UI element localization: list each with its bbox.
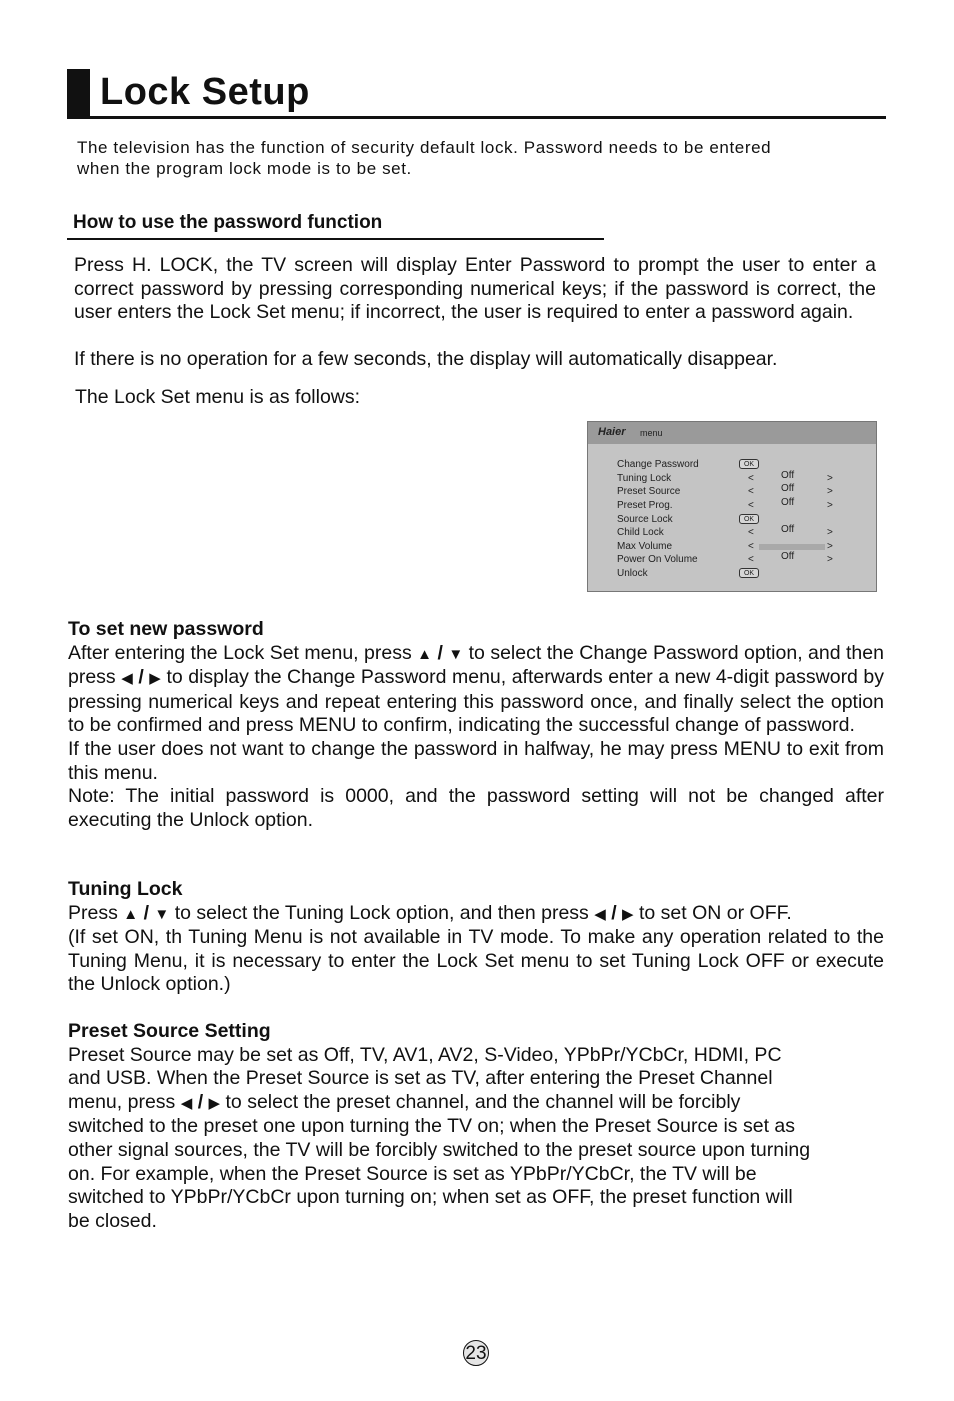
ok-badge: OK	[739, 459, 759, 469]
intro-line: when the program lock mode is to be set.	[77, 159, 412, 178]
menu-row-value: Off	[781, 483, 795, 494]
menu-row-label: Source Lock	[617, 514, 673, 525]
exit-menu-paragraph: If the user does not want to change the password in halfway, he may press MENU to exit from this menu.	[68, 737, 884, 784]
new-password-heading: To set new password	[68, 618, 264, 640]
intro-line: The television has the function of security default lock. Password needs to be entered	[77, 138, 772, 157]
menu-row	[588, 540, 876, 553]
menu-subtitle: menu	[640, 428, 663, 438]
preset-source-heading: Preset Source Setting	[68, 1020, 271, 1042]
ok-badge: OK	[739, 514, 759, 524]
menu-row-value: Off	[781, 524, 795, 535]
up-arrow-icon: ▲	[417, 645, 433, 663]
tuning-lock-note: (If set ON, th Tuning Menu is not available in TV mode. To make any operation related to the Tuning Menu, it is necessary to enter the Lock Set menu to set Tuning Lock OFF or execute the Unlock option.)	[68, 926, 884, 996]
menu-row-label: Tuning Lock	[617, 473, 672, 484]
right-arrow-icon: ▶	[149, 670, 161, 688]
preset-source-line: switched to the preset one upon turning the TV on; when the Preset Source is set as	[68, 1115, 795, 1138]
menu-row-label: Max Volume	[617, 541, 673, 552]
preset-source-section	[68, 1020, 884, 1233]
right-chevron-icon: >	[827, 541, 833, 552]
menu-row	[588, 485, 876, 498]
menu-row-value: Off	[781, 470, 795, 481]
tuning-lock-section	[68, 878, 884, 997]
preset-source-line: other signal sources, the TV will be forcibly switched to the preset source upon turning	[68, 1138, 811, 1161]
menu-intro-paragraph: The Lock Set menu is as follows:	[75, 386, 361, 408]
left-chevron-icon: <	[748, 486, 754, 497]
section-rule	[67, 238, 604, 240]
menu-row	[588, 472, 876, 485]
left-chevron-icon: <	[748, 554, 754, 565]
menu-row-label: Preset Prog.	[617, 500, 673, 511]
menu-row-label: Change Password	[617, 459, 699, 470]
left-arrow-icon: ◀	[594, 905, 606, 923]
menu-row-value: Off	[781, 497, 795, 508]
preset-source-line: menu, press ◀ / ▶ to select the preset channel, and the channel will be forcibly	[68, 1090, 741, 1113]
menu-row-label: Unlock	[617, 568, 648, 579]
page-number: 23	[463, 1340, 489, 1366]
menu-row	[588, 458, 876, 471]
right-chevron-icon: >	[827, 473, 833, 484]
left-arrow-icon: ◀	[121, 670, 133, 688]
preset-source-line: Preset Source may be set as Off, TV, AV1, AV2, S-Video, YPbPr/YCbCr, HDMI, PC	[68, 1043, 782, 1066]
right-chevron-icon: >	[827, 554, 833, 565]
left-chevron-icon: <	[748, 500, 754, 511]
left-chevron-icon: <	[748, 541, 754, 552]
right-chevron-icon: >	[827, 527, 833, 538]
new-password-section	[68, 618, 884, 832]
right-chevron-icon: >	[827, 500, 833, 511]
right-arrow-icon: ▶	[208, 1094, 221, 1112]
preset-source-line: and USB. When the Preset Source is set as TV, after entering the Preset Channel	[68, 1067, 773, 1090]
right-chevron-icon: >	[827, 486, 833, 497]
menu-row	[588, 499, 876, 512]
menu-row-label: Preset Source	[617, 486, 681, 497]
password-section-heading: How to use the password function	[73, 212, 383, 233]
left-chevron-icon: <	[748, 527, 754, 538]
menu-row	[588, 513, 876, 526]
menu-row	[588, 567, 876, 580]
tuning-lock-paragraph: Press ▲ / ▼ to select the Tuning Lock option, and then press ◀ / ▶ to set ON or OFF.	[68, 901, 792, 924]
title-rule	[67, 116, 886, 119]
left-chevron-icon: <	[748, 473, 754, 484]
menu-row	[588, 553, 876, 566]
menu-row-value: Off	[781, 551, 795, 562]
menu-header	[588, 422, 876, 444]
page-title: Lock Setup	[100, 71, 310, 113]
new-password-paragraph: After entering the Lock Set menu, press ▲ / ▼ to select the Change Password option, and then press ◀ / ▶ to display the Change Password menu, afterwards enter a new 4-digit password by pressing numerical keys and repeat entering this password once, and finally select the option to be confirmed and press MENU to confirm, indicating the successful change of password.	[68, 641, 885, 737]
note-paragraph: Note: The initial password is 0000, and the password setting will not be changed after executing the Unlock option.	[68, 785, 884, 831]
preset-source-line: on. For example, when the Preset Source is set as YPbPr/YCbCr, the TV will be	[68, 1162, 757, 1185]
menu-row-label: Child Lock	[617, 527, 664, 538]
down-arrow-icon: ▼	[154, 905, 170, 923]
up-arrow-icon: ▲	[123, 905, 139, 923]
auto-disappear-paragraph: If there is no operation for a few seconds, the display will automatically disappear.	[74, 348, 778, 370]
left-arrow-icon: ◀	[180, 1094, 193, 1112]
password-paragraph: Press H. LOCK, the TV screen will display Enter Password to prompt the user to enter a correct password by pressing corresponding numerical keys; if the password is correct, the user enters the Lock Set menu; if incorrect, the user is required to enter a password again.	[74, 254, 876, 324]
lock-set-menu-screenshot	[587, 421, 877, 592]
down-arrow-icon: ▼	[448, 645, 464, 663]
menu-row	[588, 526, 876, 539]
title-bar-decoration	[67, 69, 90, 119]
intro-text	[77, 137, 877, 179]
ok-badge: OK	[739, 568, 759, 578]
preset-source-line: be closed.	[68, 1209, 157, 1232]
preset-source-line: switched to YPbPr/YCbCr upon turning on; when set as OFF, the preset function will	[68, 1186, 793, 1209]
menu-row-label: Power On Volume	[617, 554, 698, 565]
tuning-lock-heading: Tuning Lock	[68, 878, 183, 900]
brand-logo: Haier	[598, 426, 626, 438]
right-arrow-icon: ▶	[622, 905, 634, 923]
